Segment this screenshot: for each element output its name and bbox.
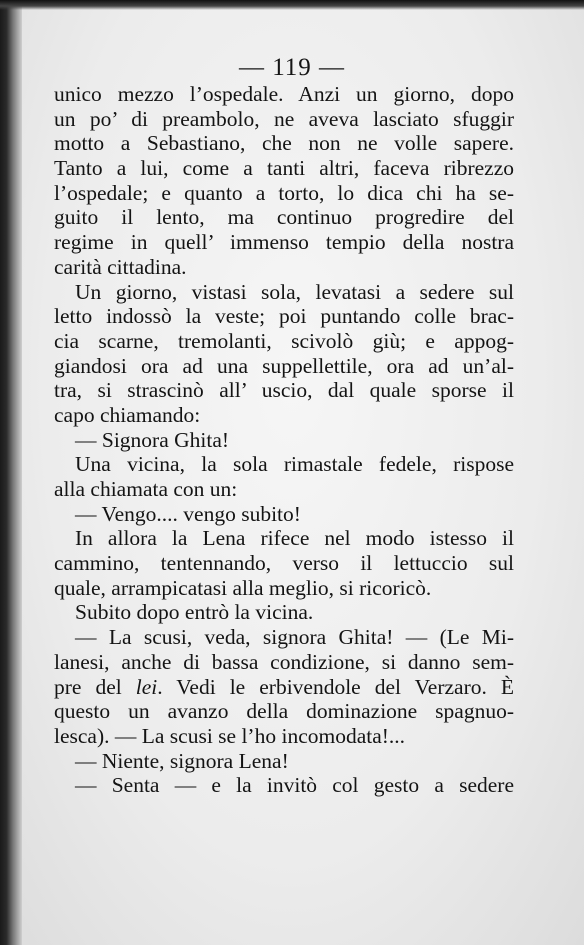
text-line: motto a Sebastiano, che non ne volle sapere. [54,131,514,156]
text-line: lesca). — La scusi se l’ho incomodata!... [54,723,406,748]
text-line: capo chiamando: [54,402,201,427]
text-line: tra, si strascinò all’ uscio, dal quale sporse il [54,378,514,403]
text-line: — Niente, signora Lena! [75,748,289,773]
text-line: — Vengo.... vengo subito! [75,501,301,526]
text-line: Subito dopo entrò la vicina. [75,600,314,625]
text-line: carità cittadina. [54,254,187,279]
text-line: Una vicina, la sola rimastale fedele, rispose [75,452,514,477]
text-line: un po’ di preambolo, ne aveva lasciato sfuggir [54,106,514,131]
text-line: pre del lei. Vedi le erbivendole del Verzaro. È [54,674,515,699]
book-spine-shadow [0,0,22,945]
top-edge-shadow [0,0,584,10]
text-line: unico mezzo l’ospedale. Anzi un giorno, dopo [54,82,514,106]
text-line: lanesi, anche di bassa condizione, si danno sem- [54,649,514,674]
text-line: Tanto a lui, come a tanti altri, faceva ribrezzo [54,156,514,181]
text-line: cia scarne, tremolanti, scivolò giù; e appog- [54,328,514,353]
text-line: quale, arrampicatasi alla meglio, si ricoricò. [54,575,432,600]
text-line: In allora la Lena rifece nel modo istesso il [75,526,514,551]
text-line: alla chiamata con un: [54,477,238,501]
text-line: — Signora Ghita! [75,427,230,452]
text-line: l’ospedale; e quanto a torto, lo dica chi ha se- [54,180,514,205]
text-line: letto indossò la veste; poi puntando colle brac- [54,304,514,329]
text-line: cammino, tentennando, verso il lettuccio sul [54,551,514,576]
text-line: questo un avanzo della dominazione spagnuo- [54,699,514,724]
text-line: — Senta — e la invitò col gesto a sedere [75,773,514,798]
text-line: regime in quell’ immenso tempio della nostra [54,230,514,255]
page-number: — 119 — [238,54,346,81]
text-line: guito il lento, ma continuo progredire del [54,205,514,230]
body-text [54,82,514,798]
text-line: giandosi ora ad una suppellettile, ora ad un’al- [54,353,514,378]
text-line: — La scusi, veda, signora Ghita! — (Le Mi- [75,625,514,650]
text-line: Un giorno, vistasi sola, levatasi a sedere sul [75,279,514,304]
